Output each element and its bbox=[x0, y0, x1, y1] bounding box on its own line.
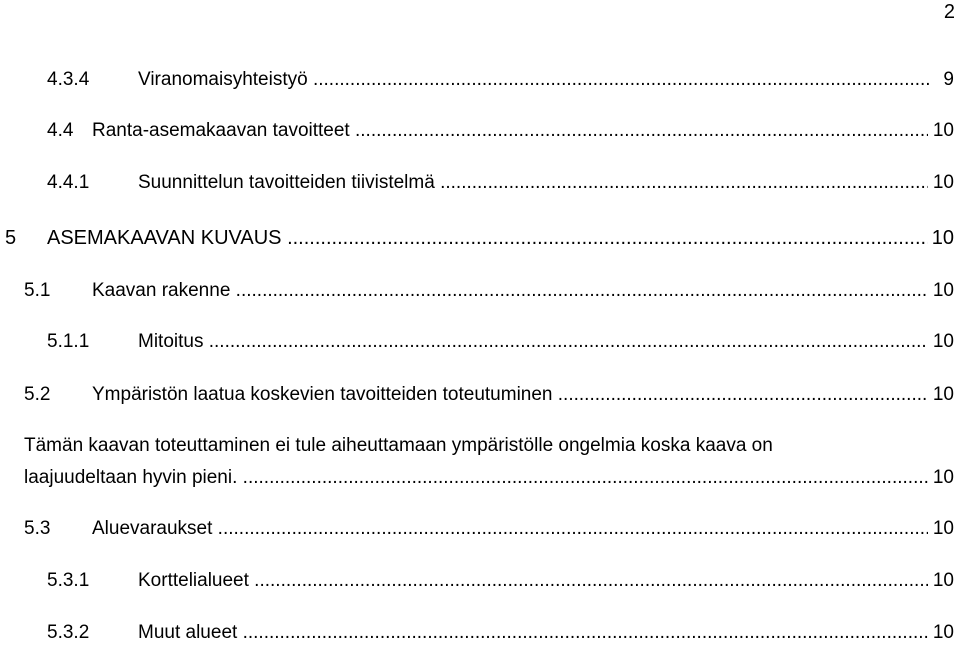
toc-entry-5-3-1[interactable] bbox=[0, 566, 960, 596]
toc-entry-number: 5 bbox=[5, 227, 17, 249]
toc-entry-title: Aluevaraukset ..... bbox=[92, 514, 928, 544]
toc-entry-4-4-1[interactable] bbox=[0, 168, 960, 198]
toc-entry-number: 4.4 bbox=[47, 120, 74, 141]
toc-entry-5[interactable] bbox=[0, 223, 960, 253]
toc-entry-title: Kaavan rakenne ..... bbox=[92, 276, 928, 306]
toc-entry-number: 5.3.1 bbox=[47, 570, 90, 591]
toc-entry-page: 10 bbox=[931, 566, 954, 596]
toc-entry-4-4[interactable] bbox=[0, 116, 960, 146]
toc-entry-title: Viranomaisyhteistyö ..... bbox=[138, 65, 930, 95]
toc-entry-5-1[interactable] bbox=[0, 276, 960, 306]
toc-entry-title: Muut alueet ..... bbox=[138, 618, 928, 648]
toc-entry-number: 5.3.2 bbox=[47, 622, 90, 643]
toc-paragraph-continuation: laajuudeltaan hyvin pieni. ..... bbox=[24, 463, 928, 493]
toc-entry-title: Suunnittelun tavoitteiden tiivistelmä ..... bbox=[138, 168, 928, 198]
toc-entry-page: 10 bbox=[931, 618, 954, 648]
page-number: 2 bbox=[943, 1, 955, 23]
toc-entry-title: Ympäristön laatua koskevien tavoitteiden toteutuminen ..... bbox=[92, 380, 928, 410]
toc-entry-page: 10 bbox=[931, 514, 954, 544]
toc-entry-number: 5.1.1 bbox=[47, 331, 90, 352]
toc-entry-page: 10 bbox=[931, 463, 954, 493]
toc-entry-title: Korttelialueet ..... bbox=[138, 566, 928, 596]
toc-entry-title: Ranta-asemakaavan tavoitteet ..... bbox=[92, 116, 928, 146]
toc-entry-title: Mitoitus ..... bbox=[138, 327, 928, 357]
toc-entry-title: ASEMAKAAVAN KUVAUS ..... bbox=[47, 223, 928, 253]
toc-entry-5-3[interactable] bbox=[0, 514, 960, 544]
toc-entry-page: 10 bbox=[931, 116, 954, 146]
toc-entry-4-3-4[interactable] bbox=[0, 65, 960, 95]
toc-paragraph-text: Tämän kaavan toteuttaminen ei tule aiheuttamaan ympäristölle ongelmia koska kaava on bbox=[24, 435, 773, 456]
toc-entry-number: 4.4.1 bbox=[47, 172, 90, 193]
toc-entry-page: 10 bbox=[931, 276, 954, 306]
toc-entry-5-2[interactable] bbox=[0, 380, 960, 410]
toc-entry-number: 5.3 bbox=[24, 518, 51, 539]
toc-entry-page: 9 bbox=[941, 65, 954, 95]
toc-entry-5-1-1[interactable] bbox=[0, 327, 960, 357]
toc-entry-number: 5.1 bbox=[24, 280, 51, 301]
toc-entry-number: 5.2 bbox=[24, 384, 51, 405]
toc-entry-5-3-2[interactable] bbox=[0, 618, 960, 648]
toc-entry-paragraph-line1[interactable] bbox=[0, 431, 960, 461]
toc-entry-page: 10 bbox=[931, 327, 954, 357]
toc-entry-paragraph-line2[interactable] bbox=[0, 463, 960, 493]
toc-entry-number: 4.3.4 bbox=[47, 69, 90, 90]
toc-entry-page: 10 bbox=[930, 223, 954, 253]
toc-entry-page: 10 bbox=[931, 380, 954, 410]
toc-entry-page: 10 bbox=[931, 168, 954, 198]
